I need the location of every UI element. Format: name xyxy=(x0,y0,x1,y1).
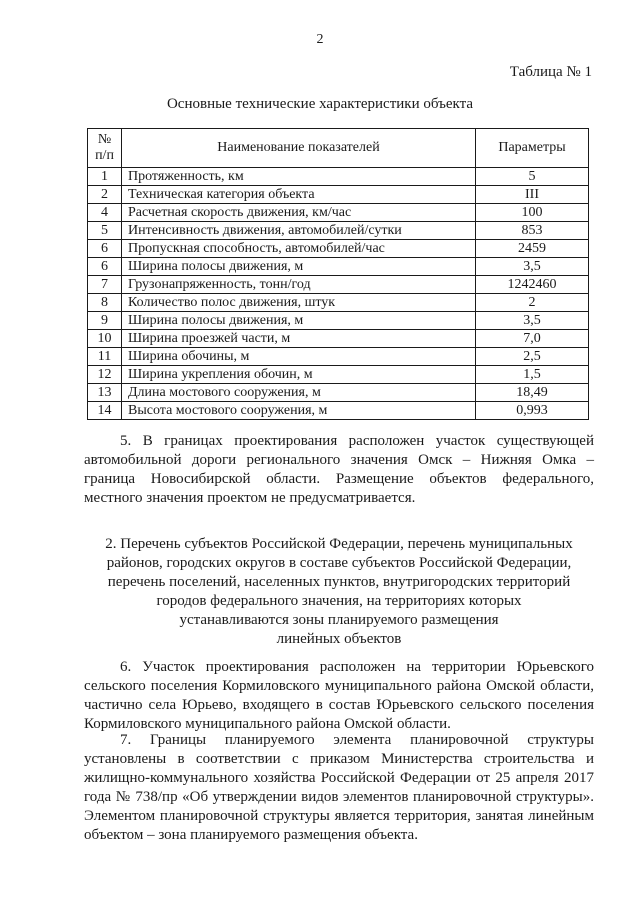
row-name: Грузонапряженность, тонн/год xyxy=(122,276,476,294)
row-value: 0,993 xyxy=(476,402,589,420)
table-row xyxy=(88,204,589,222)
table-row xyxy=(88,366,589,384)
table-row xyxy=(88,294,589,312)
row-number: 11 xyxy=(88,348,122,366)
section-2-heading xyxy=(84,535,594,649)
row-value: 18,49 xyxy=(476,384,589,402)
row-name: Расчетная скорость движения, км/час xyxy=(122,204,476,222)
row-value: III xyxy=(476,186,589,204)
table-title: Основные технические характеристики объекта xyxy=(166,96,474,112)
page-number: 2 xyxy=(316,32,324,47)
row-name: Пропускная способность, автомобилей/час xyxy=(122,240,476,258)
table-row xyxy=(88,330,589,348)
section-2-line: районов, городских округов в составе субъектов Российской Федерации, xyxy=(106,555,572,571)
row-value: 3,5 xyxy=(476,258,589,276)
row-value: 2,5 xyxy=(476,348,589,366)
table-header-row xyxy=(88,129,589,168)
row-number: 6 xyxy=(88,240,122,258)
header-value: Параметры xyxy=(476,129,589,168)
table-row xyxy=(88,312,589,330)
row-name: Ширина полосы движения, м xyxy=(122,258,476,276)
row-value: 2 xyxy=(476,294,589,312)
row-name: Ширина проезжей части, м xyxy=(122,330,476,348)
paragraph-5 xyxy=(84,432,594,508)
table-row xyxy=(88,222,589,240)
header-number: № п/п xyxy=(88,129,122,168)
row-name: Длина мостового сооружения, м xyxy=(122,384,476,402)
row-value: 2459 xyxy=(476,240,589,258)
row-name: Интенсивность движения, автомобилей/сутки xyxy=(122,222,476,240)
row-number: 2 xyxy=(88,186,122,204)
table-row xyxy=(88,384,589,402)
paragraph-7 xyxy=(84,731,594,845)
row-number: 9 xyxy=(88,312,122,330)
table-row xyxy=(88,240,589,258)
row-value: 3,5 xyxy=(476,312,589,330)
row-number: 12 xyxy=(88,366,122,384)
row-value: 853 xyxy=(476,222,589,240)
row-number: 6 xyxy=(88,258,122,276)
row-number: 5 xyxy=(88,222,122,240)
table-row xyxy=(88,276,589,294)
row-number: 8 xyxy=(88,294,122,312)
row-number: 7 xyxy=(88,276,122,294)
row-name: Техническая категория объекта xyxy=(122,186,476,204)
row-name: Ширина обочины, м xyxy=(122,348,476,366)
row-name: Ширина полосы движения, м xyxy=(122,312,476,330)
table-row xyxy=(88,258,589,276)
row-value: 1,5 xyxy=(476,366,589,384)
header-name: Наименование показателей xyxy=(122,129,476,168)
row-value: 100 xyxy=(476,204,589,222)
row-name: Ширина укрепления обочин, м xyxy=(122,366,476,384)
table-row xyxy=(88,186,589,204)
specifications-table xyxy=(87,128,589,420)
row-value: 7,0 xyxy=(476,330,589,348)
row-number: 4 xyxy=(88,204,122,222)
section-2-line: городов федерального значения, на территориях которых xyxy=(156,593,522,609)
section-2-line: линейных объектов xyxy=(276,631,402,647)
row-number: 10 xyxy=(88,330,122,348)
paragraph-6-text: 6. Участок проектирования расположен на территории Юрьевского сельского поселения Кормиловского муниципального района Омской области, частично села Юрьево, входящего в состав Юрьевского сельского поселения Кормиловского муниципального района Омской области. xyxy=(84,659,594,732)
row-value: 1242460 xyxy=(476,276,589,294)
table-body xyxy=(88,168,589,420)
section-2-line: устанавливаются зоны планируемого размещения xyxy=(179,612,499,628)
row-number: 13 xyxy=(88,384,122,402)
row-name: Протяженность, км xyxy=(122,168,476,186)
row-name: Высота мостового сооружения, м xyxy=(122,402,476,420)
section-2-line: 2. Перечень субъектов Российской Федерации, перечень муниципальных xyxy=(105,536,573,552)
row-name: Количество полос движения, штук xyxy=(122,294,476,312)
table-row xyxy=(88,348,589,366)
paragraph-5-text: 5. В границах проектирования расположен участок существующей автомобильной дороги регионального значения Омск – Нижняя Омка – граница Новосибирской области. Размещение объектов федерального, местного значения проектом не предусматривается. xyxy=(84,433,594,506)
table-label: Таблица № 1 xyxy=(509,64,592,80)
row-number: 1 xyxy=(88,168,122,186)
paragraph-6 xyxy=(84,658,594,734)
paragraph-7-text: 7. Границы планируемого элемента планировочной структуры установлены в соответствии с приказом Министерства строительства и жилищно-коммунального хозяйства Российской Федерации от 25 апреля 2017 года № 738/пр «Об утверждении видов элементов планировочной структуры». Элементом планировочной структуры является территория, занятая линейным объектом – зона планируемого размещения объекта. xyxy=(84,732,594,843)
row-value: 5 xyxy=(476,168,589,186)
row-number: 14 xyxy=(88,402,122,420)
section-2-line: перечень поселений, населенных пунктов, внутригородских территорий xyxy=(107,574,571,590)
table-row xyxy=(88,402,589,420)
table-row xyxy=(88,168,589,186)
